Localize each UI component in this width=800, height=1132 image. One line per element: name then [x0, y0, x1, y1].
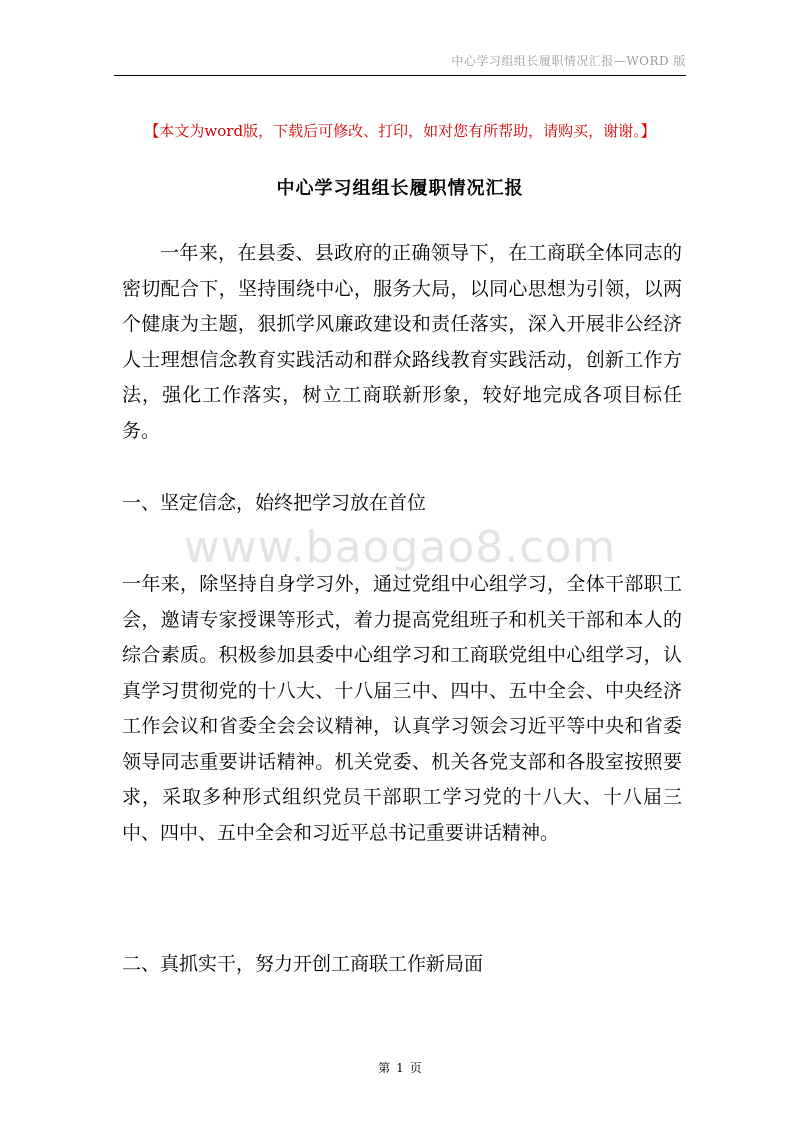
page-footer-prefix: 第 [378, 1061, 391, 1075]
page-footer-suffix: 页 [409, 1061, 422, 1075]
watermark: www.baogao8.com [183, 522, 617, 573]
page-number: 1 [396, 1061, 404, 1075]
intro-paragraph: 一年来，在县委、县政府的正确领导下，在工商联全体同志的密切配合下，坚持围绕中心，服务大局，以同心思想为引领，以两个健康为主题，狠抓学风廉政建设和责任落实，深入开展非公经济人士理想信念教育实践活动和群众路线教育实践活动，创新工作方法，强化工作落实，树立工商联新形象，较好地完成各项目标任务。 [122, 242, 682, 442]
page-footer [0, 1059, 800, 1076]
document-title: 中心学习组组长履职情况汇报 [276, 178, 524, 199]
section-2-heading: 二、真抓实干，努力开创工商联工作新局面 [122, 953, 484, 975]
section-1-heading: 一、坚定信念，始终把学习放在首位 [122, 492, 427, 514]
purchase-notice: 【本文为word版，下载后可修改、打印，如对您有所帮助，请购买，谢谢。】 [144, 122, 656, 140]
running-header-title: 中心学习组组长履职情况汇报—WORD 版 [451, 54, 686, 68]
section-1-paragraph: 一年来，除坚持自身学习外，通过党组中心组学习，全体干部职工会，邀请专家授课等形式，着力提高党组班子和机关干部和本人的综合素质。积极参加县委中心组学习和工商联党组中心组学习，认真学习贯彻党的十八大、十八届三中、四中、五中全会、中央经济工作会议和省委全会会议精神，认真学习领会习近平等中央和省委领导同志重要讲话精神。机关党委、机关各党支部和各股室按照要求，采取多种形式组织党员干部职工学习党的十八大、十八届三中、四中、五中全会和习近平总书记重要讲话精神。 [122, 573, 682, 844]
header-rule [114, 75, 686, 76]
